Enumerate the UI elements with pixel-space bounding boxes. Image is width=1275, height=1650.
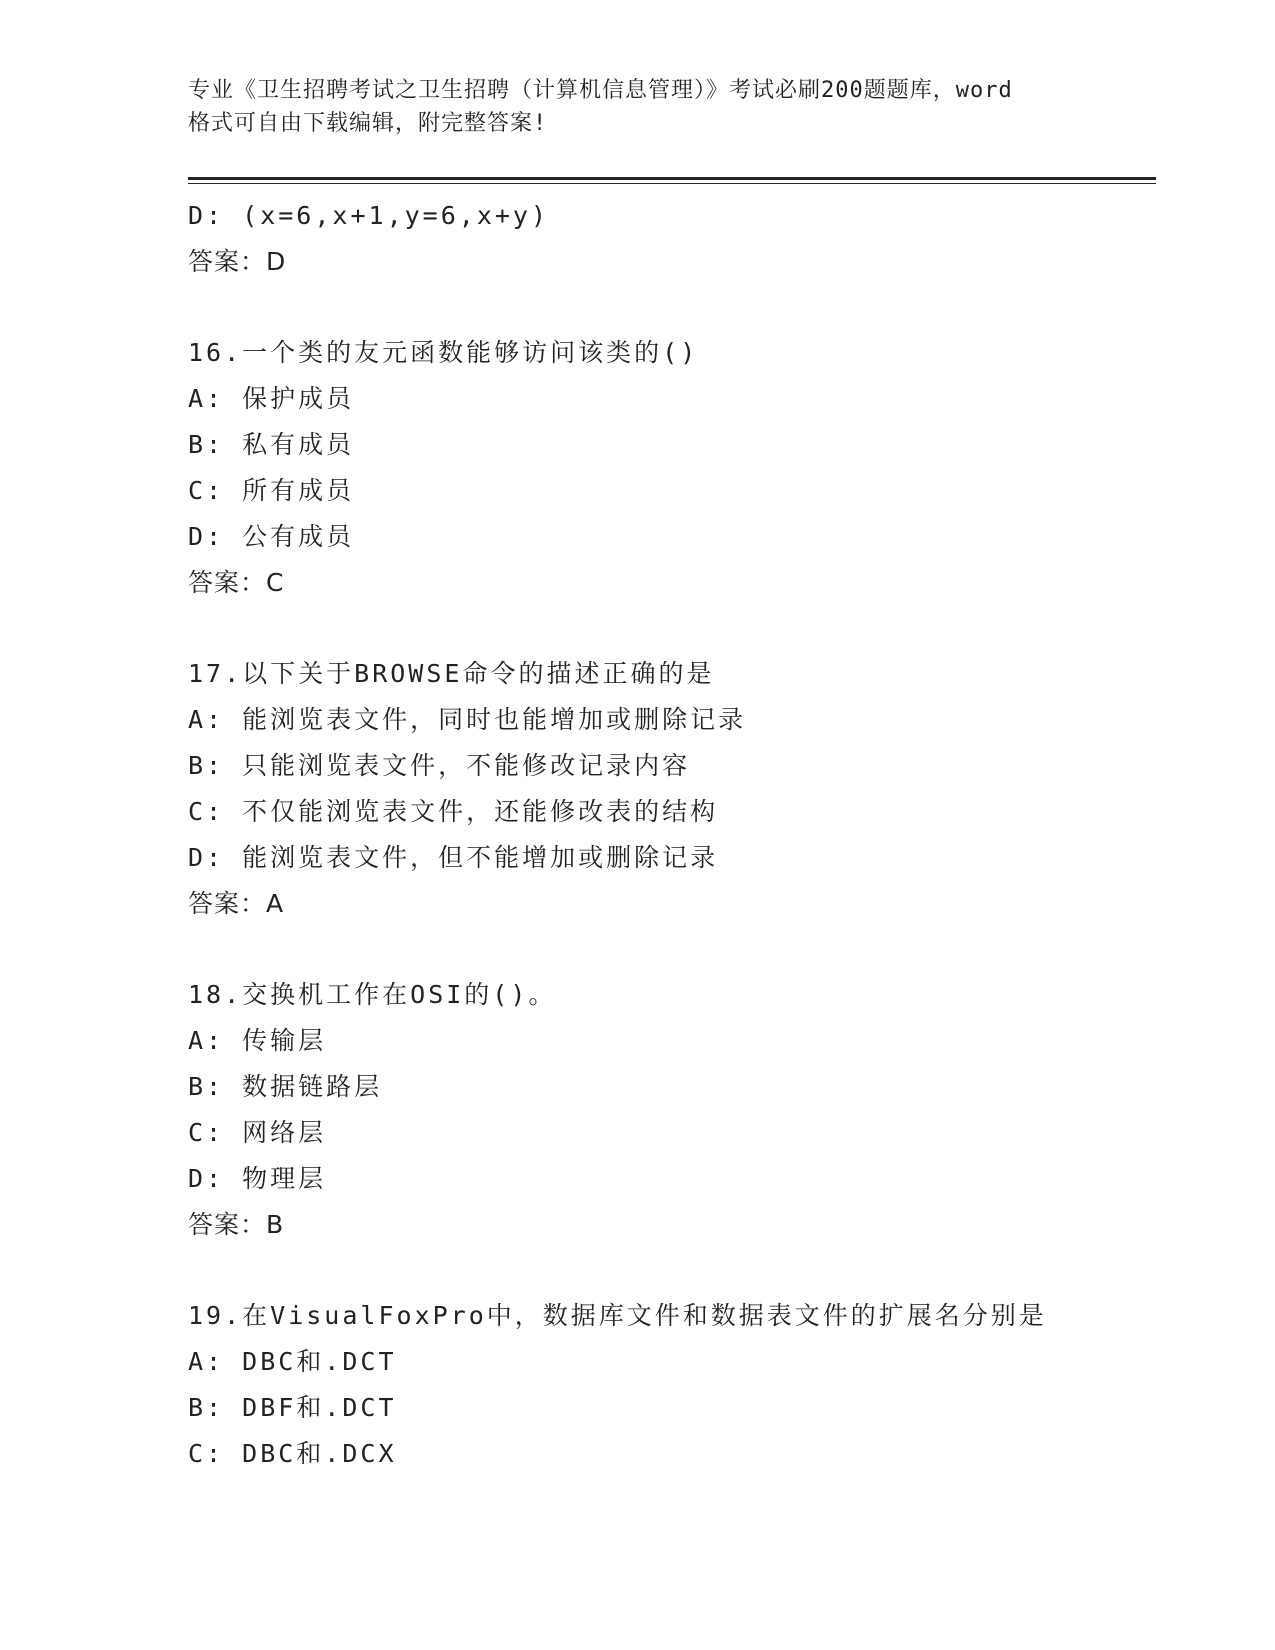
question-17 [188,651,1156,927]
answer-line: 答案：D [188,247,287,276]
document-header [188,74,1088,140]
answer-line: 答案：C [188,568,285,597]
question-stem: 19.在VisualFoxPro中，数据库文件和数据表文件的扩展名分别是 [188,1301,1047,1330]
header-divider-thin [188,183,1156,184]
option-line: A: 能浏览表文件，同时也能增加或删除记录 [188,705,747,734]
option-line: C: 网络层 [188,1118,327,1147]
question-stem: 17.以下关于BROWSE命令的描述正确的是 [188,659,715,688]
spacer [188,606,1156,651]
question-16 [188,330,1156,606]
header-line-2: 格式可自由下载编辑，附完整答案! [188,111,548,136]
option-line: A: 传输层 [188,1026,327,1055]
spacer [188,927,1156,972]
question-15-tail [188,193,1156,285]
spacer [188,285,1156,330]
option-line: D: 物理层 [188,1164,327,1193]
option-line: B: 私有成员 [188,430,355,459]
question-stem: 18.交换机工作在OSI的()。 [188,980,557,1009]
option-line: B: 数据链路层 [188,1072,383,1101]
header-line-1: 专业《卫生招聘考试之卫生招聘（计算机信息管理）》考试必刷200题题库，word [188,78,1013,103]
option-line: D: 能浏览表文件，但不能增加或删除记录 [188,843,719,872]
option-line: B: 只能浏览表文件，不能修改记录内容 [188,751,691,780]
question-18 [188,972,1156,1248]
option-line: A: DBC和.DCT [188,1347,397,1376]
option-line: D: (x=6,x+1,y=6,x+y) [188,201,550,230]
option-line: B: DBF和.DCT [188,1393,397,1422]
answer-line: 答案：A [188,889,285,918]
question-19 [188,1293,1156,1477]
option-line: D: 公有成员 [188,522,355,551]
option-line: C: DBC和.DCX [188,1439,397,1468]
header-divider-thick [188,177,1156,180]
question-list [188,193,1156,1477]
question-stem: 16.一个类的友元函数能够访问该类的() [188,338,699,367]
answer-line: 答案：B [188,1210,285,1239]
option-line: C: 所有成员 [188,476,355,505]
option-line: A: 保护成员 [188,384,355,413]
option-line: C: 不仅能浏览表文件，还能修改表的结构 [188,797,719,826]
spacer [188,1248,1156,1293]
